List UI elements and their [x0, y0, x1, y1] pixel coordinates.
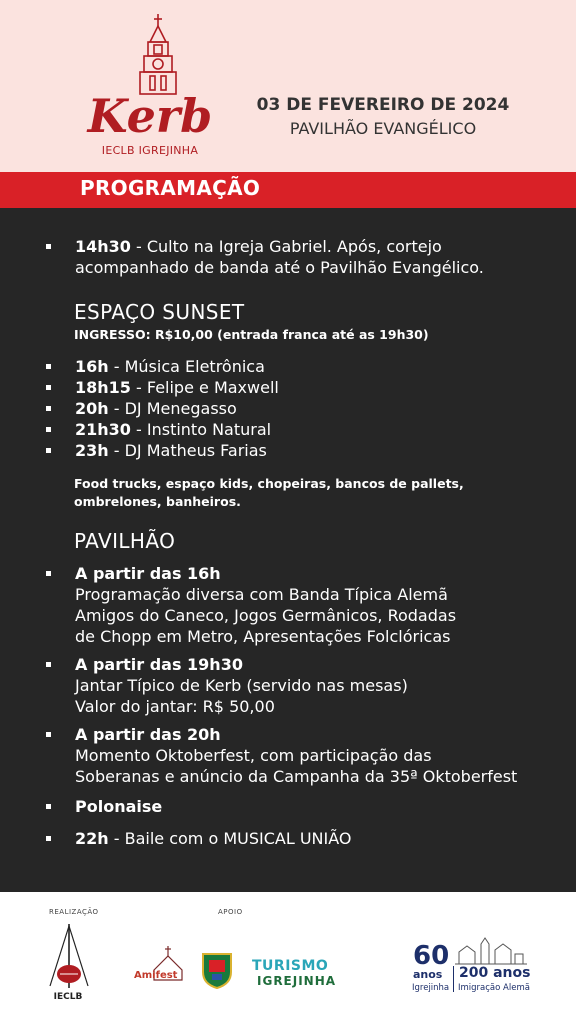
sunset-note — [74, 475, 464, 511]
amifest-logo-icon — [132, 940, 190, 990]
block-line: Programação diversa com Banda Típica Alemã — [75, 585, 448, 604]
item-desc: - DJ Menegasso — [108, 399, 237, 418]
bullet-icon — [46, 244, 51, 249]
item-time: 20h — [75, 399, 109, 418]
bullet-icon — [46, 406, 51, 411]
sixty-years-anos: anos — [413, 968, 443, 981]
sunset-heading: ESPAÇO SUNSET — [74, 300, 245, 324]
bullet-icon — [46, 804, 51, 809]
sixty-years-town: Igrejinha — [412, 983, 450, 993]
bullet-icon — [46, 448, 51, 453]
town-skyline-icon — [455, 936, 527, 966]
bullet-icon — [46, 732, 51, 737]
bullet-icon — [46, 662, 51, 667]
item-desc: - Instinto Natural — [130, 420, 272, 439]
two-hundred-years: 200 anos — [459, 965, 531, 981]
item-desc: - Culto na Igreja Gabriel. Após, cortejo — [130, 237, 442, 256]
realizacao-label: REALIZAÇÃO — [49, 908, 99, 916]
bullet-icon — [46, 385, 51, 390]
amifest-label: Amifest — [134, 970, 178, 981]
turismo-igrejinha-label: IGREJINHA — [257, 974, 337, 988]
block-line: Jantar Típico de Kerb (servido nas mesas) — [75, 676, 408, 695]
item-time: 21h30 — [75, 420, 131, 439]
block-line: Valor do jantar: R$ 50,00 — [75, 697, 275, 716]
item-time: 18h15 — [75, 378, 131, 397]
note-line: Food trucks, espaço kids, chopeiras, bancos de pallets, — [74, 476, 464, 491]
german-immigration-label: Imigração Alemã — [458, 983, 530, 993]
bullet-icon — [46, 571, 51, 576]
bullet-icon — [46, 364, 51, 369]
kerb-logo — [70, 12, 230, 162]
event-date: 03 DE FEVEREIRO DE 2024 — [256, 95, 510, 115]
item-time: 22h — [75, 829, 109, 848]
sunset-ticket: INGRESSO: R$10,00 (entrada franca até as 19h30) — [74, 327, 429, 342]
sixty-years-number: 60 — [413, 941, 450, 971]
bullet-icon — [46, 427, 51, 432]
ieclb-label: IECLB — [53, 992, 83, 1002]
item-desc-cont: acompanhado de banda até o Pavilhão Evangélico. — [75, 258, 484, 277]
logo-subtitle: IECLB IGREJINHA — [101, 144, 199, 157]
item-time: 23h — [75, 441, 109, 460]
ieclb-logo-icon — [44, 922, 94, 992]
block-title: A partir das 16h — [75, 564, 221, 583]
item-desc: - DJ Matheus Farias — [108, 441, 267, 460]
block-line: Momento Oktoberfest, com participação das — [75, 746, 432, 765]
item-desc: - Baile com o MUSICAL UNIÃO — [108, 829, 352, 848]
pavilhao-heading: PAVILHÃO — [74, 529, 176, 553]
block-line: Soberanas e anúncio da Campanha da 35ª Oktoberfest — [75, 767, 518, 786]
item-desc: - Felipe e Maxwell — [130, 378, 279, 397]
logo-divider — [453, 966, 454, 992]
note-line: ombrelones, banheiros. — [74, 494, 241, 509]
bullet-icon — [46, 836, 51, 841]
block-line: Amigos do Caneco, Jogos Germânicos, Rodadas — [75, 606, 457, 625]
block-title: A partir das 20h — [75, 725, 221, 744]
turismo-label: TURISMO — [252, 958, 329, 974]
event-venue: PAVILHÃO EVANGÉLICO — [289, 119, 477, 138]
item-time: 14h30 — [75, 237, 131, 256]
program-title: PROGRAMAÇÃO — [80, 176, 261, 200]
church-tower-icon — [70, 12, 230, 142]
block-title: Polonaise — [75, 797, 163, 816]
logo-wordmark: Kerb — [87, 89, 213, 142]
block-title: A partir das 19h30 — [75, 655, 243, 674]
item-time: 16h — [75, 357, 109, 376]
apoio-label: APOIO — [218, 908, 243, 916]
item-desc: - Música Eletrônica — [108, 357, 265, 376]
block-line: de Chopp em Metro, Apresentações Folclóricas — [75, 627, 451, 646]
igrejinha-coat-of-arms-icon — [198, 948, 236, 990]
